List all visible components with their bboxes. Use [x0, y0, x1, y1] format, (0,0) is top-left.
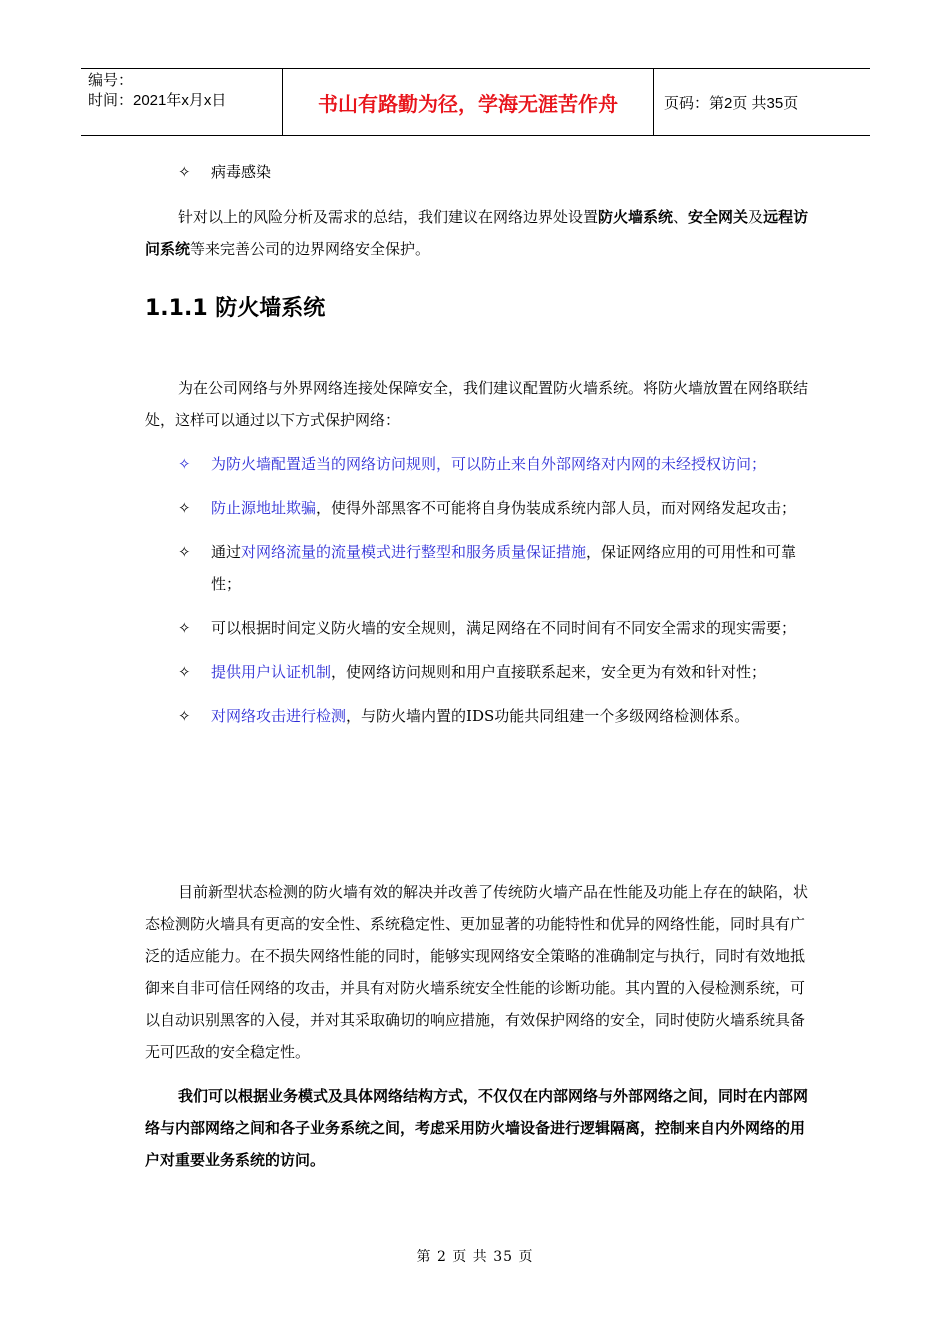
- document-time: 时间：2021年x月x日: [88, 92, 227, 109]
- bullet-icon: ✧: [178, 163, 191, 181]
- section-heading-wrap: [145, 294, 810, 324]
- intro-text-3: 及: [748, 208, 764, 226]
- bullet-icon: ✧: [178, 663, 191, 681]
- bullet-text: ，与防火墙内置的IDS功能共同组建一个多级网络检测体系。: [346, 707, 750, 725]
- list-item: [145, 656, 810, 688]
- intro-paragraph: [145, 201, 810, 265]
- header-meta: [81, 69, 282, 135]
- intro-text-4: 等来完善公司的边界网络安全保护。: [190, 240, 431, 258]
- page-header: [81, 68, 870, 136]
- bullet-blue-text: 防止源地址欺骗: [211, 499, 317, 517]
- bullet-text: 病毒感染: [211, 163, 272, 181]
- bullet-text: 可以根据时间定义防火墙的安全规则，满足网络在不同时间有不同安全需求的现实需要；: [211, 619, 797, 637]
- bullet-blue-text: 对网络攻击进行检测: [211, 707, 347, 725]
- bullet-text: ，使网络访问规则和用户直接联系起来，安全更为有效和针对性；: [331, 663, 767, 681]
- section-intro: [145, 372, 810, 436]
- main-paragraph-text: 目前新型状态检测的防火墙有效的解决并改善了传统防火墙产品在性能及功能上存在的缺陷，状态检测防火墙具有更高的安全性、系统稳定性、更加显著的功能特性和优异的网络性能，同时具有广泛的适应能力。在不损失网络性能的同时，能够实现网络安全策略的准确制定与执行，同时有效地抵御来自非可信任网络的攻击，并具有对防火墙系统安全性能的诊断功能。其内置的入侵检测系统，可以自动识别黑客的入侵，并对其采取确切的响应措施，有效保护网络的安全，同时使防火墙系统具备无可匹敌的安全稳定性。: [145, 883, 809, 1061]
- bullet-text: ，保证网络应用的可用性和可靠性；: [211, 543, 797, 593]
- list-item: [145, 700, 810, 732]
- list-item: [145, 156, 810, 188]
- intro-bold-firewall: 防火墙系统: [598, 208, 674, 226]
- intro-text-2: 、: [673, 208, 689, 226]
- section-intro-text: 为在公司网络与外界网络连接处保障安全，我们建议配置防火墙系统。将防火墙放置在网络联结处，这样可以通过以下方式保护网络：: [145, 379, 809, 429]
- bold-paragraph: [145, 1080, 810, 1176]
- bullet-blue-text: 提供用户认证机制: [211, 663, 332, 681]
- bullet-icon: ✧: [178, 619, 191, 637]
- bullet-pre-text: 通过: [211, 543, 242, 561]
- intro-text-1: 针对以上的风险分析及需求的总结，我们建议在网络边界处设置: [178, 208, 599, 226]
- list-item: [145, 536, 810, 600]
- list-item: [145, 492, 810, 524]
- bullet-icon: ✧: [178, 543, 191, 561]
- bold-paragraph-text: 我们可以根据业务模式及具体网络结构方式，不仅仅在内部网络与外部网络之间，同时在内部网络与内部网络之间和各子业务系统之间，考虑采用防火墙设备进行逻辑隔离，控制来自内外网络的用户对重要业务系统的访问。: [145, 1087, 809, 1169]
- page-footer: 第 2 页 共 35 页: [416, 1249, 534, 1265]
- bullet-blue-text: 对网络流量的流量模式进行整型和服务质量保证措施: [241, 543, 587, 561]
- section-title: 1.1.1 防火墙系统: [145, 296, 326, 321]
- body-top: [145, 156, 810, 188]
- main-paragraph: [145, 876, 810, 1068]
- header-motto: 书山有路勤为径，学海无涯苦作舟: [282, 69, 654, 135]
- list-item: [145, 612, 810, 644]
- intro-bold-gateway: 安全网关: [688, 208, 749, 226]
- document-number-label: 编号：: [88, 72, 134, 89]
- bullet-icon: ✧: [178, 455, 191, 473]
- bullet-icon: ✧: [178, 707, 191, 725]
- intro-bold-remote: 远程访问系统: [145, 208, 809, 258]
- feature-list: [145, 448, 810, 732]
- bullet-icon: ✧: [178, 499, 191, 517]
- bullet-blue-text: 为防火墙配置适当的网络访问规则，可以防止来自外部网络对内网的未经授权访问；: [211, 455, 767, 473]
- list-item: [145, 448, 810, 480]
- bullet-text: ，使得外部黑客不可能将自身伪装成系统内部人员，而对网络发起攻击；: [316, 499, 797, 517]
- header-page-info: 页码：第2页 共35页: [664, 94, 799, 112]
